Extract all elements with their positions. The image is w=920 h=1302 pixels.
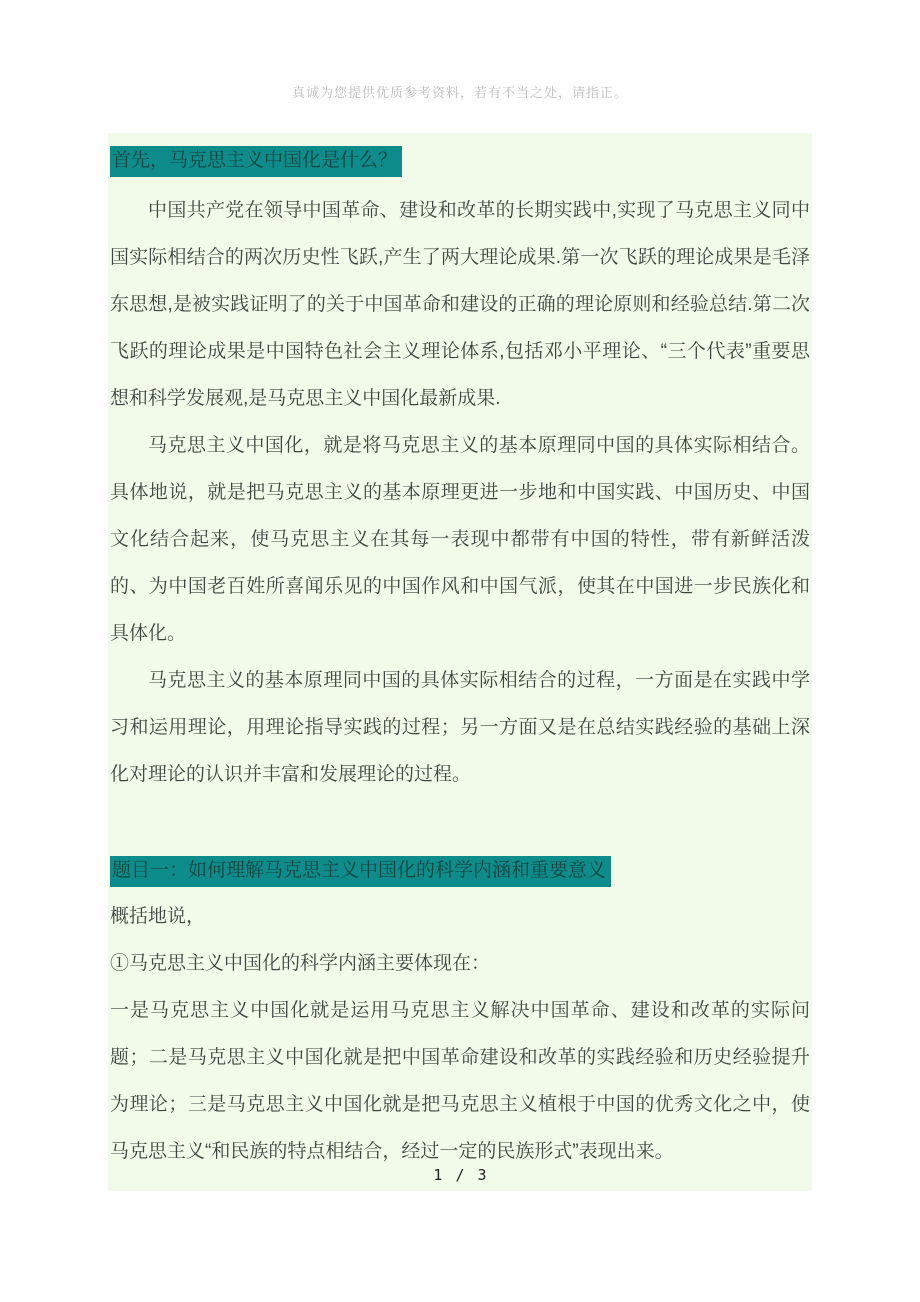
page-number-separator: / [455, 1166, 465, 1184]
section-2-heading-row [110, 856, 810, 887]
section-1-paragraph-2: 马克思主义中国化，就是将马克思主义的基本原理同中国的具体实际相结合。具体地说，就是把马克思主义的基本原理更进一步地和中国实践、中国历史、中国文化结合起来，使马克思主义在其每一表现中都带有中国的特性，带有新鲜活泼的、为中国老百姓所喜闻乐见的中国作风和中国气派，使其在中国进一步民族化和具体化。 [110, 435, 810, 644]
watermark-text: 真诚为您提供优质参考资料，若有不当之处，请指正。 [291, 85, 628, 100]
section-2-paragraph-2: ①马克思主义中国化的科学内涵主要体现在： [110, 953, 491, 974]
section-2 [110, 856, 810, 1175]
section-2-heading: 题目一：如何理解马克思主义中国化的科学内涵和重要意义 [110, 856, 611, 887]
section-1-heading: 首先，马克思主义中国化是什么？ [110, 146, 402, 177]
section-1-paragraph-1: 中国共产党在领导中国革命、建设和改革的长期实践中,实现了马克思主义同中国实际相结合的两次历史性飞跃,产生了两大理论成果.第一次飞跃的理论成果是毛泽东思想,是被实践证明了的关于中国革命和建设的正确的理论原则和经验总结.第二次飞跃的理论成果是中国特色社会主义理论体系,包括邓小平理论、“三个代表”重要思想和科学发展观,是马克思主义中国化最新成果. [110, 200, 810, 409]
document-body [108, 133, 812, 1191]
section-2-paragraph-1: 概括地说， [110, 906, 206, 927]
page-number-total: 3 [477, 1166, 487, 1184]
page-number [0, 1166, 920, 1184]
section-1-paragraph-3: 马克思主义的基本原理同中国的具体实际相结合的过程，一方面是在实践中学习和运用理论，用理论指导实践的过程；另一方面又是在总结实践经验的基础上深化对理论的认识并丰富和发展理论的过程。 [110, 670, 810, 785]
page-number-current: 1 [433, 1166, 443, 1184]
section-1-heading-row [110, 146, 810, 177]
section-2-paragraph-3: 一是马克思主义中国化就是运用马克思主义解决中国革命、建设和改革的实际问题；二是马克思主义中国化就是把中国革命建设和改革的实践经验和历史经验提升为理论；三是马克思主义中国化就是把马克思主义植根于中国的优秀文化之中，使马克思主义“和民族的特点相结合，经过一定的民族形式”表现出来。 [110, 1000, 810, 1162]
section-1 [110, 146, 810, 798]
